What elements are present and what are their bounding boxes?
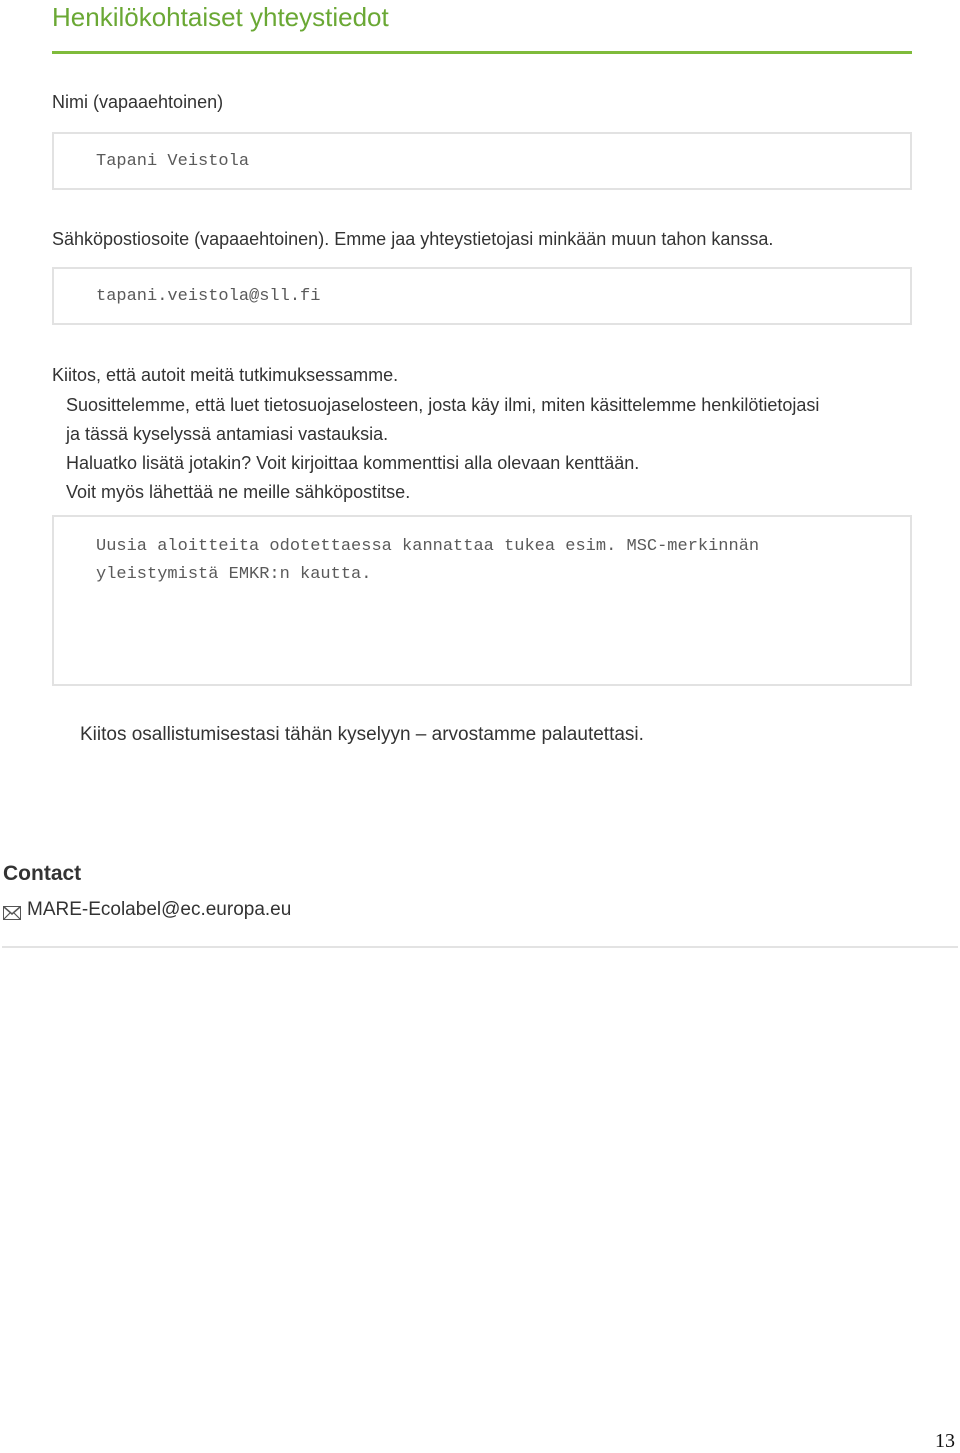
email-option-text: Voit myös lähettää ne meille sähköpostitse. (66, 482, 411, 502)
privacy-text-continued: ja tässä kyselyssä antamiasi vastauksia. (66, 424, 389, 444)
comment-textarea[interactable] (52, 515, 912, 686)
intro-thanks-text: Kiitos, että autoit meitä tutkimuksessamme. (52, 365, 399, 385)
email-input-value: tapani.veistola@sll.fi (96, 287, 321, 306)
name-input[interactable] (52, 132, 912, 190)
footer-divider (2, 946, 958, 948)
envelope-icon (3, 903, 21, 917)
email-input[interactable] (52, 267, 912, 325)
thanks-text: Kiitos osallistumisestasi tähän kyselyyn – arvostamme palautettasi. (80, 724, 644, 745)
contact-email-row (3, 898, 291, 922)
name-input-value: Tapani Veistola (96, 152, 250, 171)
title-divider (52, 51, 912, 54)
contact-email-link[interactable]: MARE-Ecolabel@ec.europa.eu (27, 899, 292, 920)
intro-text-block (66, 391, 906, 507)
comment-textarea-value: Uusia aloitteita odotettaessa kannattaa tukea esim. MSC-merkinnän yleistymistä EMKR:n kautta. (96, 537, 760, 584)
section-title: Henkilökohtaiset yhteystiedot (52, 2, 389, 32)
email-label: Sähköpostiosoite (vapaaehtoinen). Emme jaa yhteystietojasi minkään muun tahon kanssa. (52, 229, 774, 249)
contact-title: Contact (3, 862, 82, 885)
privacy-text: Suosittelemme, että luet tietosuojaselosteen, josta käy ilmi, miten käsittelemme henkilötietojasi (66, 395, 820, 415)
page-number: 13 (935, 1430, 955, 1452)
name-label: Nimi (vapaaehtoinen) (52, 92, 224, 112)
add-comment-text: Haluatko lisätä jotakin? Voit kirjoittaa kommenttisi alla olevaan kenttään. (66, 453, 640, 473)
